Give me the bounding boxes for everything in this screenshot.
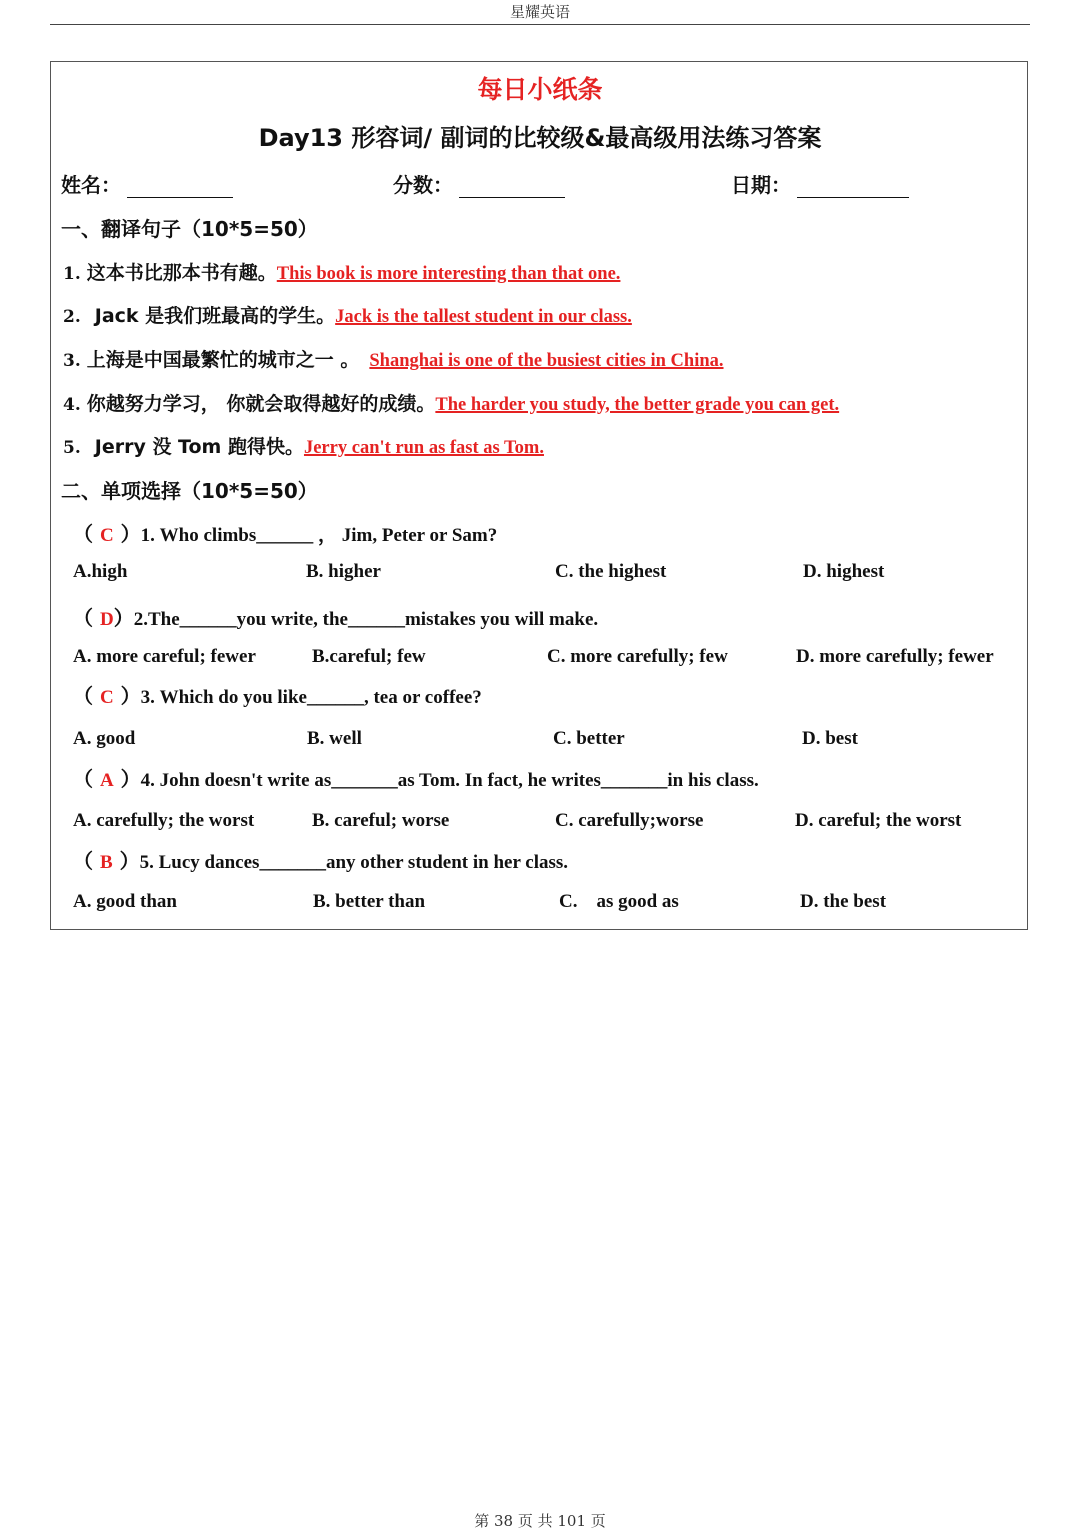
choice-question: （ C ）3. Which do you like______, tea or coffee? [73, 684, 482, 708]
option-c: C. the highest [555, 561, 667, 582]
option-d: D. best [802, 728, 858, 749]
option-b: B. careful; worse [312, 810, 450, 831]
choice-answer: A [99, 770, 114, 791]
date-blank [797, 177, 909, 198]
option-b: B. better than [313, 891, 426, 912]
choice-stem: 2.The______you write, the______mistakes you will make. [133, 609, 599, 630]
option-a: A. more careful; fewer [73, 646, 256, 667]
translation-item [63, 432, 544, 459]
worksheet-title: 每日小纸条 [477, 75, 603, 104]
choice-answer: D [99, 609, 114, 630]
score-blank [459, 177, 565, 198]
translation-item [63, 258, 620, 285]
choice-stem: 4. John doesn't write as_______as Tom. In fact, he writes_______in his class. [140, 770, 759, 791]
item-number: 3. [63, 351, 81, 371]
date-field [731, 169, 909, 198]
translation-item [63, 345, 724, 372]
option-a: A. carefully; the worst [73, 810, 255, 831]
option-c: C. carefully;worse [555, 810, 704, 831]
choice-stem: 3. Which do you like______, tea or coffee? [140, 687, 482, 708]
choice-answer: C [99, 687, 114, 708]
name-label: 姓名： [61, 173, 121, 197]
choice-stem: 1. Who climbs______ ， Jim, Peter or Sam? [140, 525, 498, 546]
page-footer: 第 38 页 共 101 页 [474, 1512, 606, 1530]
item-number: 4. [63, 395, 81, 415]
translation-item [63, 389, 839, 416]
translation-item [63, 301, 632, 328]
worksheet-box [50, 61, 1028, 930]
choice-question: （ A ）4. John doesn't write as_______as Tom. In fact, he writes_______in his class. [73, 767, 759, 791]
choice-question: （ B ）5. Lucy dances_______any other student in her class. [73, 849, 569, 873]
section1-heading: 一、翻译句子（10*5=50） [61, 217, 318, 241]
item-question: Jerry 没 Tom 跑得快。 [94, 436, 304, 458]
score-field [393, 169, 565, 198]
option-b: B. higher [306, 561, 381, 582]
name-field [61, 169, 233, 198]
item-answer: Shanghai is one of the busiest cities in China. [369, 351, 724, 371]
name-blank [127, 177, 233, 198]
date-label: 日期： [731, 173, 791, 197]
choice-answer: B [99, 852, 113, 873]
option-b: B.careful; few [312, 646, 426, 667]
item-answer: Jerry can't run as fast as Tom. [303, 438, 544, 458]
option-d: D. highest [803, 561, 885, 582]
score-label: 分数： [393, 173, 453, 197]
item-number: 2. [63, 307, 81, 327]
option-c: C. more carefully; few [547, 646, 728, 667]
item-question: 这本书比那本书有趣。 [86, 262, 277, 284]
option-d: D. the best [800, 891, 887, 912]
option-c: C. as good as [559, 891, 679, 912]
item-question: Jack 是我们班最高的学生。 [94, 305, 336, 327]
choice-question: （ D）2.The______you write, the______mistakes you will make. [73, 606, 599, 630]
item-answer: Jack is the tallest student in our class. [335, 307, 632, 327]
item-answer: The harder you study, the better grade you can get. [435, 395, 840, 415]
worksheet-subtitle: Day13 形容词/ 副词的比较级&最高级用法练习答案 [258, 124, 822, 152]
option-b: B. well [307, 728, 362, 749]
choice-stem: 5. Lucy dances_______any other student in her class. [139, 852, 569, 873]
page-header: 星耀英语 [50, 0, 1030, 25]
option-c: C. better [553, 728, 625, 749]
option-a: A. good than [73, 891, 177, 912]
option-d: D. more carefully; fewer [796, 646, 994, 667]
item-question: 上海是中国最繁忙的城市之一 。 [86, 349, 360, 371]
option-a: A.high [73, 561, 128, 582]
item-number: 1. [63, 264, 81, 284]
choice-question: （ C ）1. Who climbs______ ， Jim, Peter or Sam? [73, 522, 498, 546]
section2-heading: 二、单项选择（10*5=50） [61, 479, 318, 503]
item-answer: This book is more interesting than that one. [276, 264, 621, 284]
item-number: 5. [63, 438, 81, 458]
option-a: A. good [73, 728, 136, 749]
choice-answer: C [99, 525, 114, 546]
item-question: 你越努力学习， 你就会取得越好的成绩。 [86, 393, 436, 415]
option-d: D. careful; the worst [795, 810, 962, 831]
